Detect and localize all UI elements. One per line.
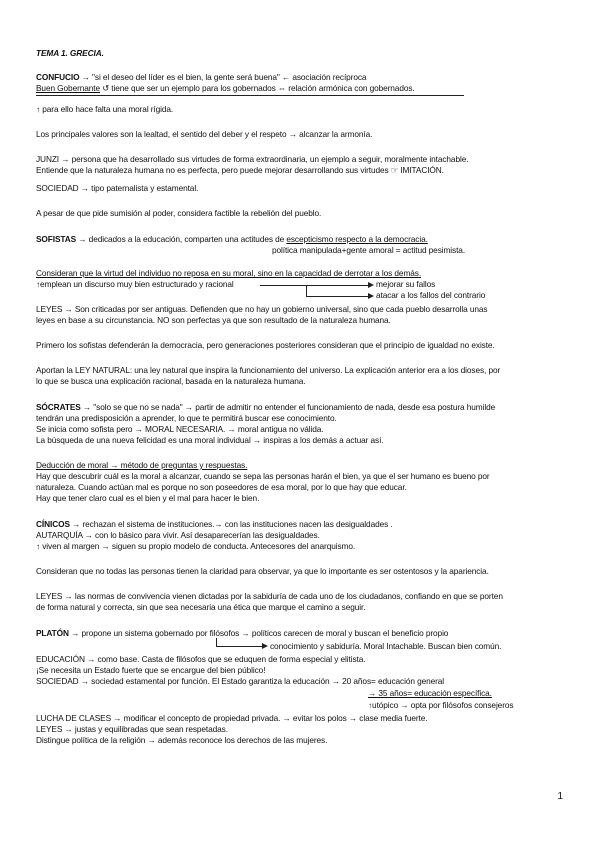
sofistas-mejorar: mejorar su fallos <box>376 279 436 289</box>
document-page <box>36 0 564 848</box>
platon-35-anos: → 35 años= educación específica. <box>368 688 492 698</box>
cinicos-margen: ↑ viven al margen → siguen su propio modelo de conducta. Antecesores del anarquismo. <box>36 541 356 551</box>
arrow-head-icon <box>368 293 374 299</box>
sofistas-discurso: ↑emplean un discurso muy bien estructurado y racional <box>36 279 234 289</box>
sofistas-heading-line <box>36 234 564 245</box>
sofistas-ley-natural-1: Aportan la LEY NATURAL: una ley natural que inspira la funcionamiento del universo. La explicación anterior era a los dioses, por <box>36 365 501 375</box>
confucio-sociedad: SOCIEDAD → tipo paternalista y estamental. <box>36 183 199 193</box>
platon-estado: ¡Se necesita un Estado fuerte que se encargue del bien público! <box>36 665 266 675</box>
underline-rule <box>36 95 464 96</box>
arrow-line <box>216 646 264 647</box>
sofistas-leyes-2: leyes en base a su circunstancia. NO son perfectas ya que son resultado de la naturaleza humana. <box>36 315 391 325</box>
socrates-line-4: La búsqueda de una nueva felicidad es una moral individual → inspiras a los demás a actuar así. <box>36 435 384 445</box>
sofistas-atacar: atacar a los fallos del contrario <box>376 290 486 300</box>
confucio-sumision: A pesar de que pide sumisión al poder, considera factible la rebelión del pueblo. <box>36 208 322 218</box>
junzi-line-2: Entiende que la naturaleza humana no es perfecta, pero puede mejorar desarrollando sus virtudes ☞ IMITACIÓN. <box>36 165 444 175</box>
cinicos-name: CÍNICOS <box>36 519 70 529</box>
cinicos-claridad: Consideran que no todas las personas tienen la claridad para observar, ya que lo importante es ser ostentosos y la apariencia. <box>36 566 489 576</box>
sofistas-name: SOFISTAS <box>36 234 77 244</box>
platon-utopico: ↑utópico → opta por filósofos consejeros <box>368 700 514 710</box>
buen-gobernante-text: ↺ tiene que ser un ejemplo para los gobernados ⇔ relación armónica con gobernados. <box>100 83 415 93</box>
arrow-line <box>306 296 370 297</box>
cinicos-line-1: → rechazan el sistema de instituciones.→ con las instituciones nacen las desigualdades . <box>69 519 393 529</box>
sofistas-ley-natural-2: lo que se busca una explicación racional, basada en la naturaleza humana. <box>36 376 306 386</box>
cinicos-leyes-1: LEYES → las normas de convivencia vienen dictadas por la sabiduría de cada uno de los ciudadanos, confiando en que se porten <box>36 591 503 601</box>
socrates-line-1: → "solo se que no se nada" → partir de admitir no entender el funcionamiento de nada, desde esa postura humilde <box>80 402 496 412</box>
sofistas-escepticismo: escepticismo respecto a la democracia. <box>286 234 428 244</box>
arrow-head-icon <box>262 643 268 649</box>
sofistas-intro: → dedicados a la educación, comparten una actitudes de <box>76 234 287 244</box>
confucio-moral: ↑ para ello hace falta una moral rígida. <box>36 104 174 114</box>
platon-name: PLATÓN <box>36 628 69 638</box>
socrates-deduccion-1: Hay que descubrir cuál es la moral a alcanzar, cuando se sepa las personas harán el bien, ya que el ser humano es bueno por <box>36 471 490 481</box>
socrates-line-3: Se inicia como sofista pero → MORAL NECESARIA. → moral antigua no válida. <box>36 424 324 434</box>
cinicos-autarquia: AUTARQUÍA → con lo básico para vivir. Así desaparecerían las desigualdades. <box>36 530 320 540</box>
socrates-heading-line <box>36 402 564 413</box>
platon-religion: Distingue política de la religión → además reconoce los derechos de las mujeres. <box>36 735 328 745</box>
socrates-deduccion-2: naturaleza. Cuando actúan mal es porque no son poseedores de esa moral, por lo que hay que educar. <box>36 482 407 492</box>
buen-gobernante-label: Buen Gobernante <box>36 83 101 93</box>
socrates-deduccion-3: Hay que tener claro cual es el bien y el mal para hacer le bien. <box>36 493 260 503</box>
platon-educacion: EDUCACIÓN → como base. Casta de filósofos que se eduquen de forma especial y elitista. <box>36 654 366 664</box>
platon-sociedad: SOCIEDAD → sociedad estamental por función. El Estado garantiza la educación → 20 años= educación general <box>36 676 445 686</box>
platon-lucha-clases: LUCHA DE CLASES → modificar el concepto de propiedad privada. → evitar los polos → clase media fuerte. <box>36 713 428 723</box>
arrow-branch-line <box>216 638 217 646</box>
socrates-line-2: tendrán una predisposición a aprender, lo que te permitirá buscar ese conocimiento. <box>36 413 337 423</box>
confucio-heading-line <box>36 72 564 83</box>
sofistas-politica: política manipulada+gente amoral = actitud pesimista. <box>272 245 466 255</box>
arrow-branch-line <box>306 285 307 296</box>
socrates-name: SÓCRATES <box>36 402 81 412</box>
arrow-head-icon <box>368 282 374 288</box>
confucio-name: CONFUCIO <box>36 72 80 82</box>
platon-line-1: → propone un sistema gobernado por filósofos → políticos carecen de moral y buscan el beneficio propio <box>68 628 449 638</box>
arrow-line <box>260 285 370 286</box>
platon-leyes: LEYES → justas y equilibradas que sean respetadas. <box>36 724 228 734</box>
platon-heading-line <box>36 628 564 639</box>
buen-gobernante-line <box>36 83 564 94</box>
socrates-deduccion: Deducción de moral → método de preguntas y respuestas. <box>36 460 248 470</box>
junzi-line-1: JUNZI → persona que ha desarrollado sus virtudes de forma extraordinaria, un ejemplo a seguir, moralmente intachable. <box>36 154 469 164</box>
sofistas-leyes-1: LEYES → Son criticadas por ser antiguas. Defienden que no hay un gobierno universal, sino que cada pueblo desarrolla unas <box>36 304 488 314</box>
platon-conocimiento: conocimiento y sabiduría. Moral Intachable. Buscan bien común. <box>270 641 502 651</box>
doc-title: TEMA 1. GRECIA. <box>36 48 104 58</box>
cinicos-heading-line <box>36 519 564 530</box>
sofistas-democracia: Primero los sofistas defenderán la democracia, pero generaciones posteriores consideran que el principio de igualdad no existe. <box>36 340 495 350</box>
confucio-quote: → "si el deseo del líder es el bien, la gente será buena" ← asociación recíproca <box>79 72 367 82</box>
confucio-valores: Los principales valores son la lealtad, el sentido del deber y el respeto → alcanzar la armonía. <box>36 129 373 139</box>
cinicos-leyes-2: de forma natural y correcta, sin que sea necesaria una ética que marque el camino a seguir. <box>36 602 366 612</box>
page-number: 1 <box>557 791 563 802</box>
sofistas-virtud: Consideran que la virtud del individuo no reposa en su moral, sino en la capacidad de derrotar a los demás. <box>36 268 422 278</box>
